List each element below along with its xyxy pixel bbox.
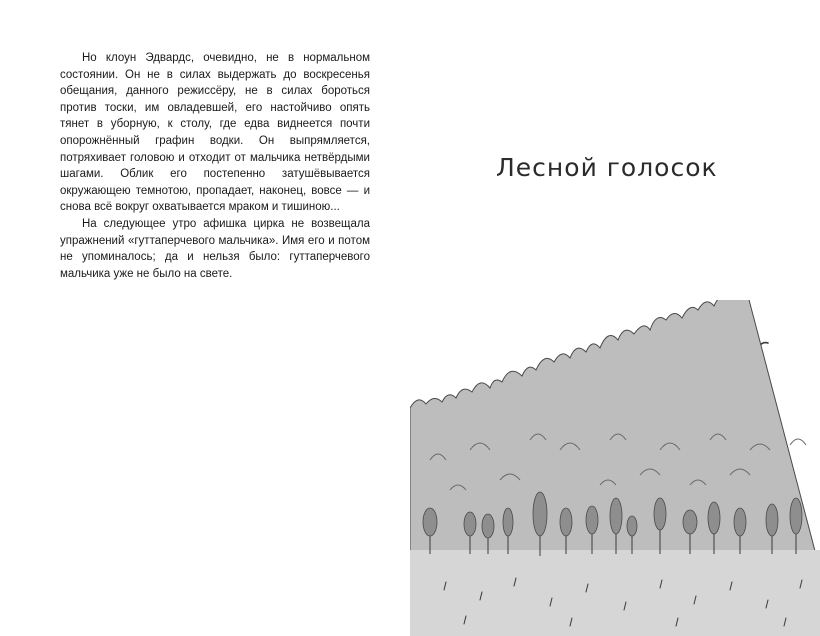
right-page: [410, 0, 820, 636]
paragraph: Но клоун Эдвардс, очевидно, не в нормальном состоянии. Он не в силах выдержать до воскресенья обещания, данного режиссёру, не в силах бороться против тоски, им овладевшей, его настойчиво опять тянет в уборную, к столу, где едва виднеется почти опорожнённый графин водки. Он выпрямляется, потряхивает головою и отходит от мальчика нетвёрдыми шагами. Облик его постепенно затушёвывается окружающею темнотою, пропадает, наконец, вовсе — и снова всё вокруг охватывается мраком и тишиною...: [60, 52, 370, 214]
forest-illustration: [410, 300, 820, 636]
story-text: [60, 50, 370, 282]
paragraph: На следующее утро афишка цирка не возвещала упражнений «гуттаперчевого мальчика». Имя его и потом не упоминалось; да и нельзя было: гуттаперчевого мальчика уже не было на свете.: [60, 217, 370, 280]
chapter-title: Лесной голосок: [496, 153, 718, 182]
